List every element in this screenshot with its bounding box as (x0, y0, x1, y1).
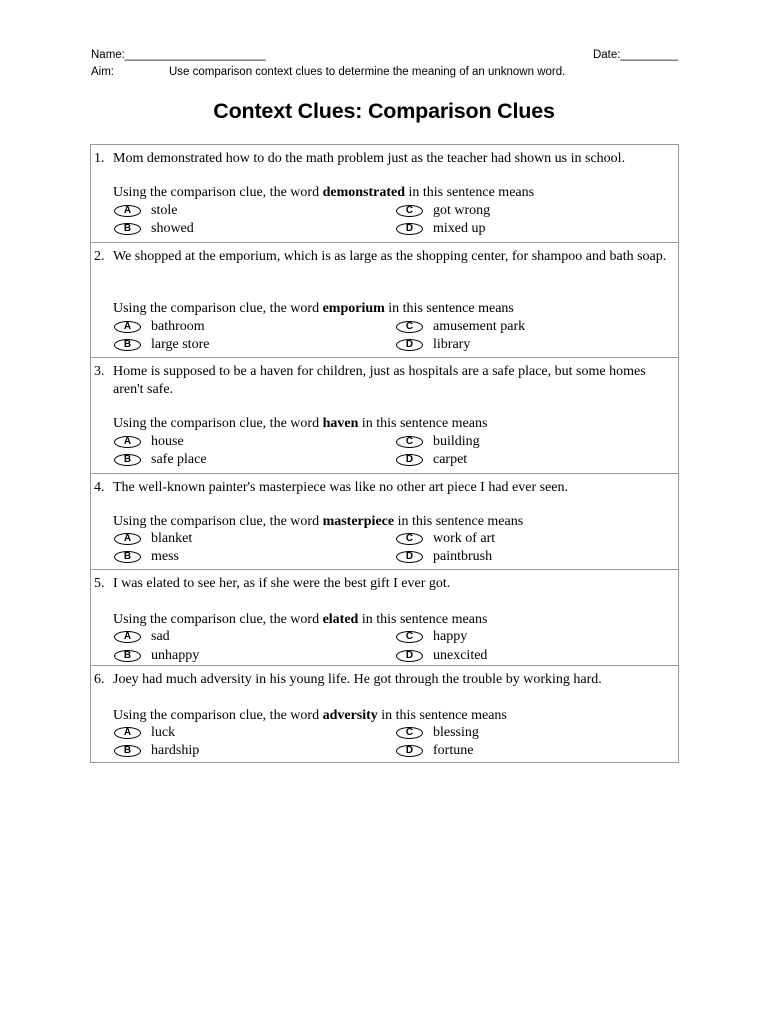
question-1 (91, 145, 678, 242)
option-d[interactable] (396, 336, 470, 354)
question-number: 2. (94, 249, 105, 264)
option-text: fortune (433, 743, 474, 758)
option-b[interactable] (114, 336, 209, 354)
answer-bubble[interactable]: A (114, 533, 141, 545)
option-text: showed (151, 221, 194, 236)
option-text: amusement park (433, 319, 526, 334)
answer-bubble[interactable]: A (114, 436, 141, 448)
question-prompt (113, 184, 534, 202)
prompt-after: in this sentence means (377, 708, 507, 723)
header-row-aim (91, 65, 678, 79)
header-row-name-date (91, 48, 678, 62)
answer-bubble[interactable]: A (114, 727, 141, 739)
date-field[interactable]: Date:_________ (592, 49, 678, 61)
option-text: carpet (433, 452, 468, 467)
answer-bubble[interactable]: C (396, 436, 423, 448)
answer-bubble[interactable]: C (396, 533, 423, 545)
target-word: emporium (322, 301, 385, 316)
question-prompt (113, 300, 514, 318)
option-text: luck (151, 725, 176, 740)
answer-bubble[interactable]: D (396, 745, 423, 757)
aim-label: Aim: (91, 66, 114, 78)
option-a[interactable] (114, 202, 177, 220)
option-text: hardship (151, 743, 200, 758)
option-b[interactable] (114, 548, 179, 566)
option-text: building (433, 434, 480, 449)
option-text: bathroom (151, 319, 205, 334)
prompt-after: in this sentence means (358, 416, 488, 431)
option-b[interactable] (114, 220, 194, 238)
name-field[interactable]: Name:______________________ (91, 49, 266, 61)
answer-bubble[interactable]: B (114, 339, 141, 351)
answer-bubble[interactable]: C (396, 205, 423, 217)
option-d[interactable] (396, 742, 473, 760)
option-d[interactable] (396, 451, 467, 469)
option-text: work of art (433, 531, 496, 546)
target-word: adversity (322, 708, 378, 723)
option-text: unhappy (151, 648, 200, 663)
question-text: Joey had much adversity in his young life. He got through the trouble by working hard. (113, 672, 602, 687)
option-a[interactable] (114, 628, 170, 646)
option-b[interactable] (114, 742, 199, 760)
answer-bubble[interactable]: A (114, 321, 141, 333)
answer-bubble[interactable]: B (114, 650, 141, 662)
option-b[interactable] (114, 647, 199, 665)
option-d[interactable] (396, 548, 492, 566)
aim-text: Use comparison context clues to determine the meaning of an unknown word. (169, 66, 566, 78)
question-number: 4. (94, 480, 105, 495)
answer-bubble[interactable]: B (114, 551, 141, 563)
question-text: The well-known painter's masterpiece was like no other art piece I had ever seen. (113, 480, 568, 495)
question-5 (91, 569, 678, 665)
question-text: We shopped at the emporium, which is as large as the shopping center, for shampoo and bath soap. (113, 249, 667, 264)
answer-bubble[interactable]: A (114, 205, 141, 217)
option-c[interactable] (396, 202, 490, 220)
question-number: 6. (94, 672, 105, 687)
answer-bubble[interactable]: C (396, 631, 423, 643)
answer-bubble[interactable]: D (396, 454, 423, 466)
prompt-after: in this sentence means (358, 612, 488, 627)
target-word: haven (322, 416, 359, 431)
option-text: mess (151, 549, 179, 564)
option-d[interactable] (396, 647, 487, 665)
target-word: elated (322, 612, 359, 627)
prompt-before: Using the comparison clue, the word (113, 301, 323, 316)
option-text: sad (151, 629, 170, 644)
questions-table (90, 144, 679, 763)
target-word: masterpiece (322, 514, 395, 529)
answer-bubble[interactable]: D (396, 650, 423, 662)
target-word: demonstrated (322, 185, 405, 200)
answer-bubble[interactable]: D (396, 551, 423, 563)
option-d[interactable] (396, 220, 486, 238)
answer-bubble[interactable]: B (114, 745, 141, 757)
answer-bubble[interactable]: A (114, 631, 141, 643)
question-3 (91, 357, 678, 473)
question-number: 5. (94, 576, 105, 591)
answer-bubble[interactable]: C (396, 321, 423, 333)
question-text: I was elated to see her, as if she were the best gift I ever got. (113, 576, 451, 591)
option-c[interactable] (396, 530, 495, 548)
answer-bubble[interactable]: B (114, 223, 141, 235)
question-number: 1. (94, 151, 105, 166)
option-text: unexcited (433, 648, 488, 663)
prompt-before: Using the comparison clue, the word (113, 514, 323, 529)
option-text: happy (433, 629, 468, 644)
question-prompt (113, 611, 487, 629)
question-text: Mom demonstrated how to do the math problem just as the teacher had shown us in school. (113, 151, 626, 166)
answer-bubble[interactable]: B (114, 454, 141, 466)
option-text: stole (151, 203, 178, 218)
option-a[interactable] (114, 433, 184, 451)
option-c[interactable] (396, 318, 525, 336)
option-text: paintbrush (433, 549, 493, 564)
question-number: 3. (94, 364, 105, 379)
question-2 (91, 242, 678, 357)
option-text: blanket (151, 531, 193, 546)
prompt-before: Using the comparison clue, the word (113, 612, 323, 627)
prompt-after: in this sentence means (384, 301, 514, 316)
option-text: safe place (151, 452, 207, 467)
question-prompt (113, 513, 523, 531)
page-title: Context Clues: Comparison Clues (213, 99, 555, 123)
option-a[interactable] (114, 530, 192, 548)
prompt-before: Using the comparison clue, the word (113, 416, 323, 431)
option-c[interactable] (396, 433, 480, 451)
option-b[interactable] (114, 451, 207, 469)
answer-bubble[interactable]: D (396, 223, 423, 235)
answer-bubble[interactable]: C (396, 727, 423, 739)
question-4 (91, 473, 678, 569)
option-a[interactable] (114, 724, 175, 742)
option-c[interactable] (396, 628, 467, 646)
question-prompt (113, 707, 507, 725)
option-text: got wrong (433, 203, 491, 218)
question-6 (91, 665, 678, 762)
option-text: library (433, 337, 471, 352)
option-text: house (151, 434, 184, 449)
prompt-after: in this sentence means (394, 514, 524, 529)
question-text: Home is supposed to be a haven for children, just as hospitals are a safe place, but some homes aren't safe. (113, 364, 646, 397)
prompt-after: in this sentence means (405, 185, 535, 200)
question-prompt (113, 415, 487, 433)
answer-bubble[interactable]: D (396, 339, 423, 351)
option-c[interactable] (396, 724, 479, 742)
prompt-before: Using the comparison clue, the word (113, 185, 323, 200)
option-a[interactable] (114, 318, 205, 336)
prompt-before: Using the comparison clue, the word (113, 708, 323, 723)
option-text: blessing (433, 725, 479, 740)
option-text: large store (151, 337, 210, 352)
option-text: mixed up (433, 221, 486, 236)
